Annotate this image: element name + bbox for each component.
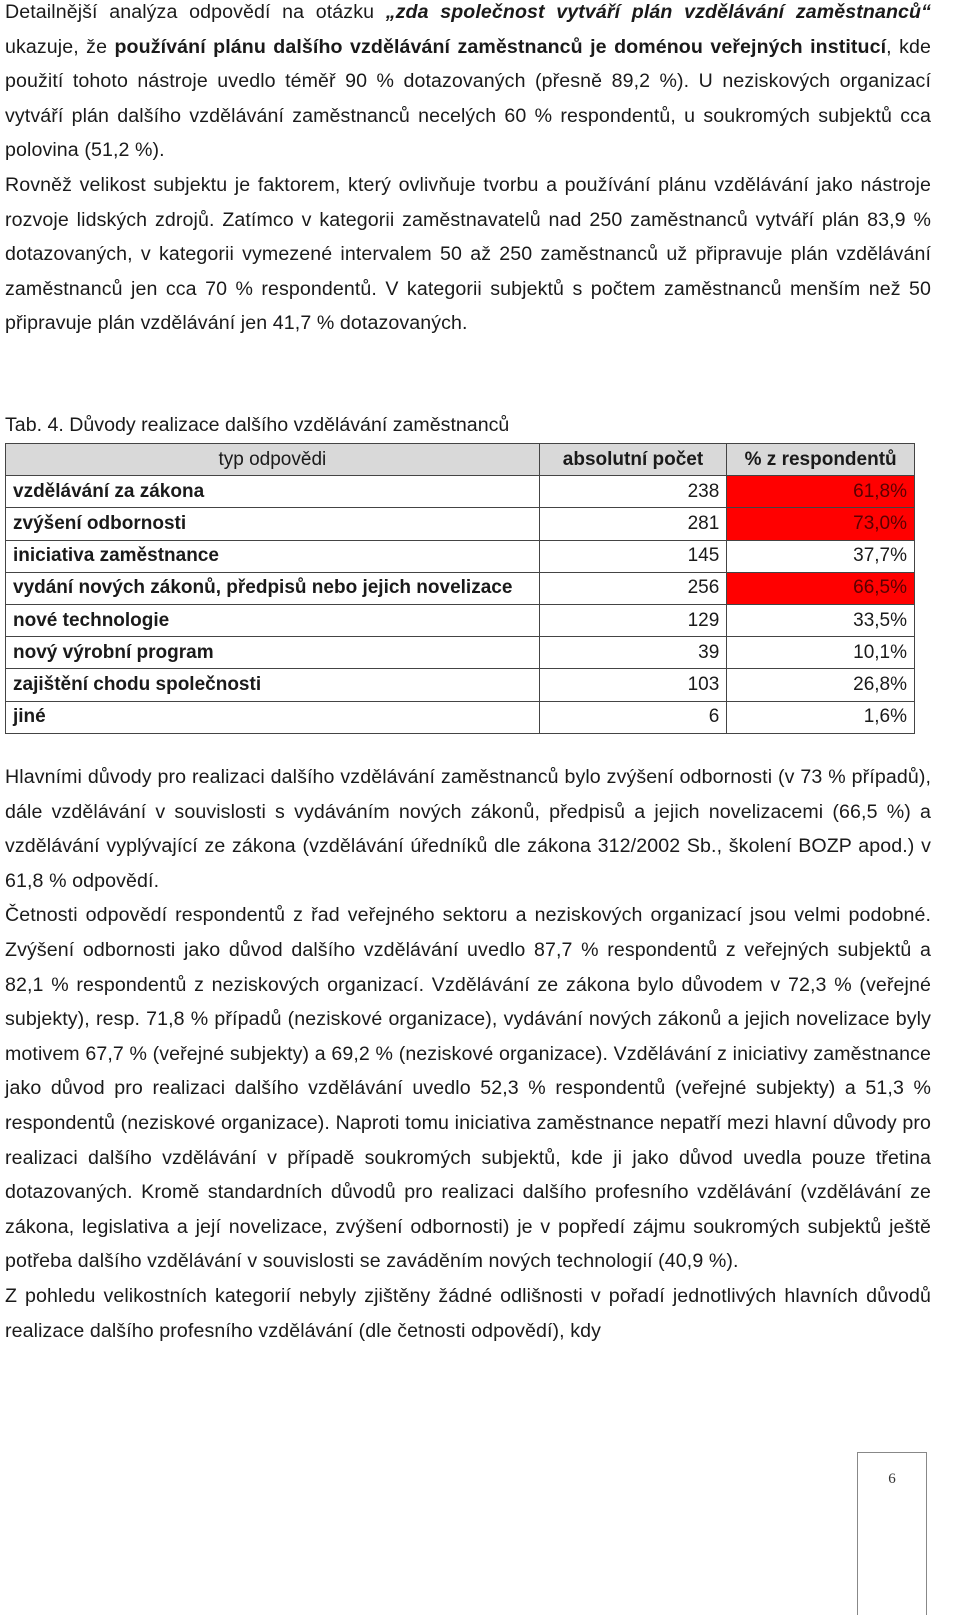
body-paragraph-3: Z pohledu velikostních kategorií nebyly zjištěny žádné odlišnosti v pořadí jednotlivých hlavních důvodů realizace dalšího profesního vzdělávání (dle četnosti odpovědí), kdy — [5, 1284, 931, 1342]
row-count: 39 — [539, 637, 727, 669]
body-paragraph-1: Hlavními důvody pro realizaci dalšího vzdělávání zaměstnanců bylo zvýšení odbornosti (v 73 % případů), dále vzdělávání v souvislosti s vydáváním nových zákonů, předpisů a jejich novelizacemi (66,5 %) a vzdělávání vyplývající ze zákona (vzdělávání úředníků dle zákona 312/2002 Sb., školení BOZP apod.) v 61,8 % odpovědí. — [5, 766, 931, 892]
body-section — [5, 760, 931, 1348]
table-row — [6, 540, 915, 572]
table-row — [6, 701, 915, 733]
row-percent: 66,5% — [727, 572, 915, 604]
intro-paragraph-2: Rovněž velikost subjektu je faktorem, který ovlivňuje tvorbu a používání plánu vzdělávání jako nástroje rozvoje lidských zdrojů. Zatímco v kategorii zaměstnavatelů nad 250 zaměstnanců vytváří plán 83,9 % dotazovaných, v kategorii vymezené intervalem 50 až 250 zaměstnanců už připravuje plán vzdělávání zaměstnanců jen cca 70 % respondentů. V kategorii subjektů s počtem zaměstnanců menším než 50 připravuje plán vzdělávání jen 41,7 % dotazovaných. — [5, 173, 931, 335]
table-row — [6, 669, 915, 701]
row-label: nové technologie — [6, 604, 540, 636]
row-count: 145 — [539, 540, 727, 572]
intro-text-a: Detailnější analýza odpovědí na otázku — [5, 1, 386, 23]
row-count: 281 — [539, 508, 727, 540]
row-percent: 73,0% — [727, 508, 915, 540]
row-percent: 33,5% — [727, 604, 915, 636]
row-count: 238 — [539, 476, 727, 508]
row-label: zvýšení odbornosti — [6, 508, 540, 540]
row-label: jiné — [6, 701, 540, 733]
row-label: vzdělávání za zákona — [6, 476, 540, 508]
body-paragraph-2: Četnosti odpovědí respondentů z řad veřejného sektoru a neziskových organizací jsou velmi podobné. Zvýšení odbornosti jako důvod dalšího vzdělávání uvedlo 87,7 % respondentů z veřejných subjektů a 82,1 % respondentů z neziskových organizací. Vzdělávání ze zákona bylo důvodem v 72,3 % (veřejné subjekty), resp. 71,8 % případů (neziskové organizace), vydávání nových zákonů a jejich novelizace byly motivem 67,7 % (veřejné subjekty) a 69,2 % (neziskové organizace). Vzdělávání z iniciativy zaměstnance jako důvod pro realizaci dalšího vzdělávání uvedlo 52,3 % respondentů (veřejné subjekty) a 51,3 % respondentů (neziskové organizace). Naproti tomu iniciativa zaměstnance nepatří mezi hlavní důvody pro realizaci dalšího vzdělávání v případě soukromých subjektů, kde ji jako důvod uvedla pouze třetina dotazovaných. Kromě standardních důvodů pro realizaci dalšího profesního vzdělávání (vzdělávání ze zákona, legislativa a její novelizace, zvýšení odbornosti) je v popředí zájmu soukromých subjektů ještě potřeba dalšího vzdělávání v souvislosti se zaváděním nových technologií (40,9 %). — [5, 904, 931, 1273]
row-count: 129 — [539, 604, 727, 636]
table-container — [5, 443, 915, 734]
row-count: 103 — [539, 669, 727, 701]
intro-paragraph-1 — [5, 0, 931, 168]
intro-text-c: ukazuje, že — [5, 35, 115, 58]
page-number-box — [857, 1452, 927, 1615]
table-row — [6, 604, 915, 636]
row-label: zajištění chodu společnosti — [6, 669, 540, 701]
intro-question-quote: „zda společnost vytváří plán vzdělávání zaměstnanců“ — [385, 1, 931, 23]
reasons-table — [5, 443, 915, 734]
row-percent: 61,8% — [727, 476, 915, 508]
intro-text-e: , kde použití tohoto nástroje uvedlo téměř 90 % dotazovaných (přesně 89,2 %). U neziskových organizací vytváří plán dalšího vzdělávání zaměstnanců necelých 60 % respondentů, u soukromých subjektů cca polovina (51,2 %). — [5, 35, 931, 162]
row-label: nový výrobní program — [6, 637, 540, 669]
row-count: 256 — [539, 572, 727, 604]
table-row — [6, 508, 915, 540]
page-number: 6 — [888, 1471, 896, 1487]
intro-key-finding: používání plánu dalšího vzdělávání zaměstnanců je doménou veřejných institucí — [114, 35, 887, 58]
table-row — [6, 572, 915, 604]
intro-section — [5, 0, 931, 341]
header-answer-type: typ odpovědi — [6, 444, 540, 476]
table-header-row — [6, 444, 915, 476]
header-percent: % z respondentů — [727, 444, 915, 476]
table-row — [6, 637, 915, 669]
row-label: iniciativa zaměstnance — [6, 540, 540, 572]
row-count: 6 — [539, 701, 727, 733]
row-label: vydání nových zákonů, předpisů nebo jejich novelizace — [6, 572, 540, 604]
row-percent: 10,1% — [727, 637, 915, 669]
table-caption: Tab. 4. Důvody realizace dalšího vzdělávání zaměstnanců — [5, 414, 510, 436]
row-percent: 1,6% — [727, 701, 915, 733]
row-percent: 37,7% — [727, 540, 915, 572]
table-row — [6, 476, 915, 508]
row-percent: 26,8% — [727, 669, 915, 701]
header-absolute-count: absolutní počet — [539, 444, 727, 476]
